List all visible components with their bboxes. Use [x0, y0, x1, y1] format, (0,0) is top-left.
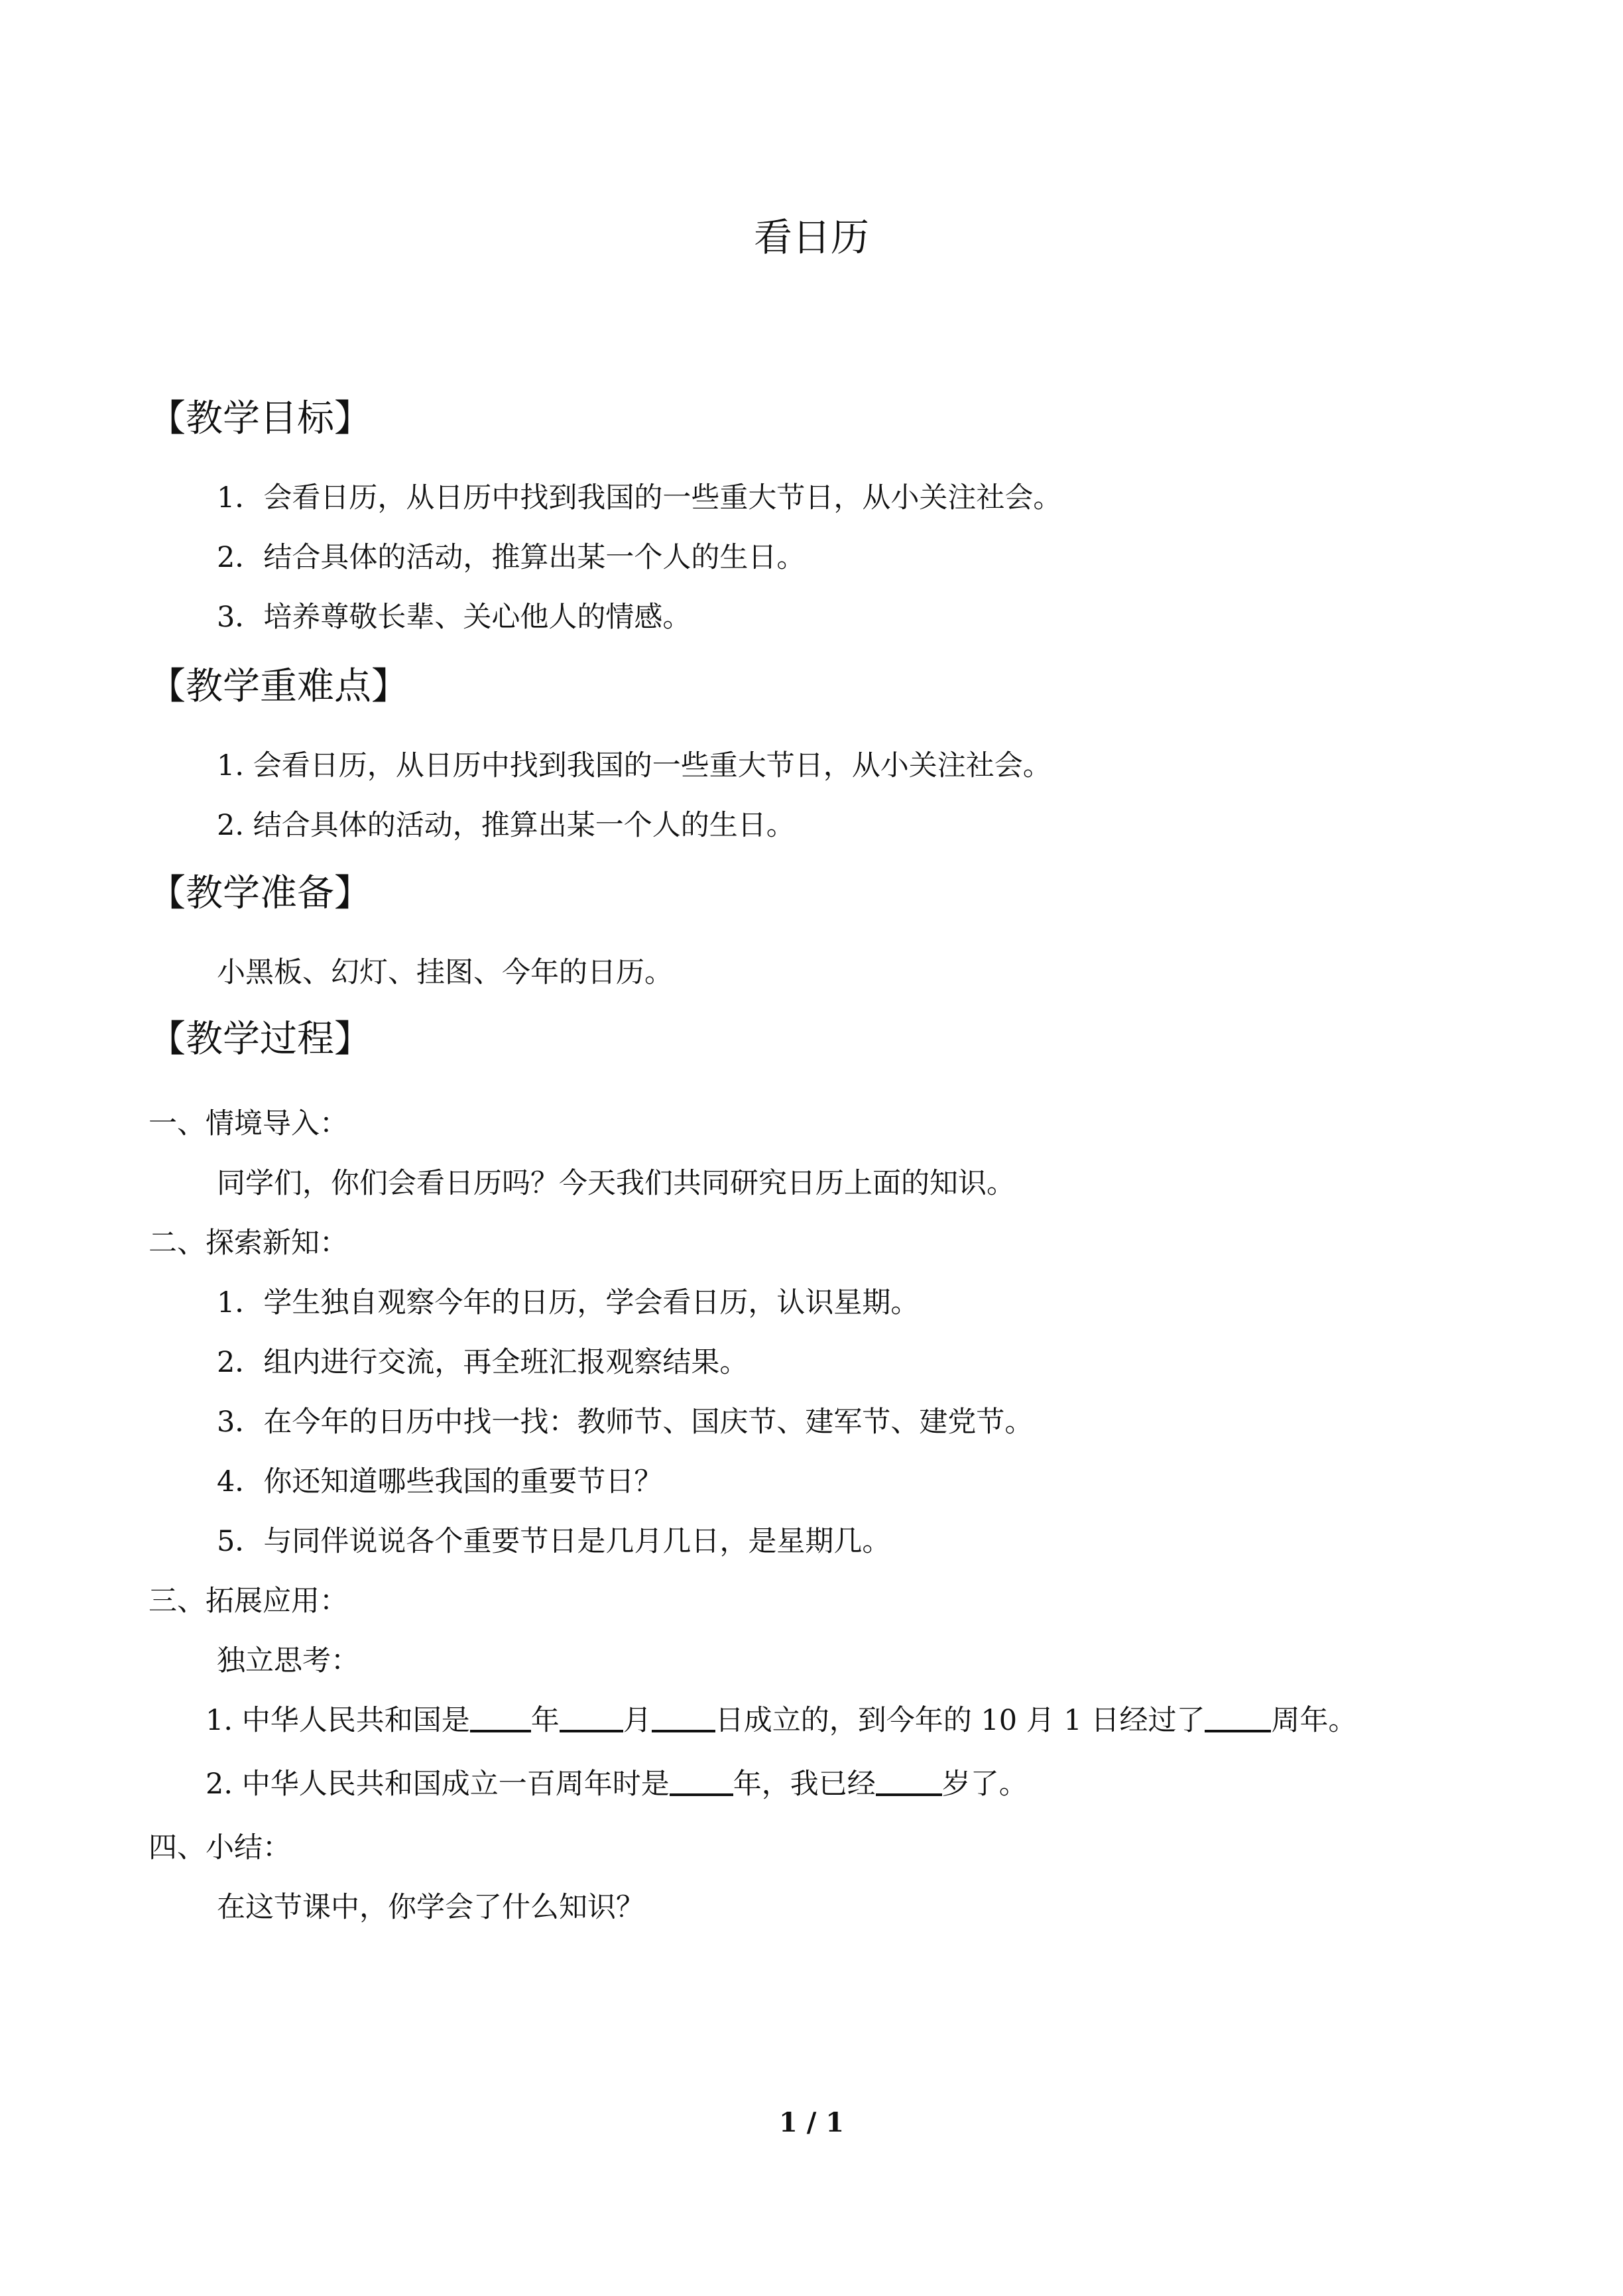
- explore-item-1: 1．学生独自观察今年的日历，学会看日历，认识星期。: [217, 1286, 920, 1319]
- question-2-part-1: 2. 中华人民共和国成立一百周年时是: [206, 1768, 670, 1801]
- blank-anniversary-field[interactable]: [1205, 1729, 1271, 1732]
- question-2-part-2: 年，我已经: [733, 1768, 876, 1801]
- explore-item-2: 2．组内进行交流，再全班汇报观察结果。: [217, 1346, 749, 1379]
- preparation-text: 小黑板、幻灯、挂图、今年的日历。: [217, 956, 673, 989]
- question-1-part-2: 年: [530, 1704, 560, 1737]
- blank-age-field[interactable]: [876, 1793, 942, 1796]
- question-2: [206, 1764, 1028, 1805]
- explore-item-4: 4．你还知道哪些我国的重要节日？: [217, 1465, 663, 1498]
- key-points-heading: 【教学重难点】: [149, 665, 408, 708]
- explore-item-3: 3．在今年的日历中找一找：教师节、国庆节、建军节、建党节。: [217, 1406, 1034, 1439]
- question-1-part-5: 周年。: [1271, 1704, 1357, 1737]
- question-1: [206, 1700, 1356, 1741]
- document-title: 看日历: [753, 215, 869, 260]
- question-2-part-3: 岁了。: [941, 1768, 1028, 1801]
- question-1-part-4: 日成立的，到今年的 10 月 1 日经过了: [715, 1704, 1205, 1737]
- goal-item-1: 1．会看日历，从日历中找到我国的一些重大节日，从小关注社会。: [217, 481, 1062, 514]
- intro-label: 一、情境导入：: [149, 1107, 348, 1140]
- blank-day-field[interactable]: [652, 1729, 715, 1732]
- blank-year-field[interactable]: [470, 1729, 531, 1732]
- page-number: 1 / 1: [778, 2107, 845, 2138]
- process-heading: 【教学过程】: [149, 1018, 371, 1061]
- key-point-item-1: 1. 会看日历，从日历中找到我国的一些重大节日，从小关注社会。: [217, 749, 1052, 782]
- question-1-part-3: 月: [623, 1704, 652, 1737]
- key-point-item-2: 2. 结合具体的活动，推算出某一个人的生日。: [217, 809, 795, 842]
- goal-item-2: 2．结合具体的活动，推算出某一个人的生日。: [217, 541, 806, 574]
- blank-centennial-year-field[interactable]: [670, 1793, 733, 1796]
- extend-label: 三、拓展应用：: [149, 1585, 348, 1618]
- explore-item-5: 5．与同伴说说各个重要节日是几月几日，是星期几。: [217, 1525, 891, 1558]
- question-1-part-1: 1. 中华人民共和国是: [206, 1704, 470, 1737]
- summary-text: 在这节课中，你学会了什么知识？: [217, 1891, 644, 1924]
- goals-heading: 【教学目标】: [149, 397, 371, 440]
- summary-label: 四、小结：: [149, 1831, 291, 1864]
- goal-item-3: 3．培养尊敬长辈、关心他人的情感。: [217, 601, 691, 634]
- preparation-heading: 【教学准备】: [149, 872, 371, 915]
- intro-text: 同学们，你们会看日历吗？今天我们共同研究日历上面的知识。: [217, 1167, 1015, 1200]
- blank-month-field[interactable]: [560, 1729, 623, 1732]
- explore-label: 二、探索新知：: [149, 1227, 348, 1260]
- extend-subtitle: 独立思考：: [217, 1644, 359, 1677]
